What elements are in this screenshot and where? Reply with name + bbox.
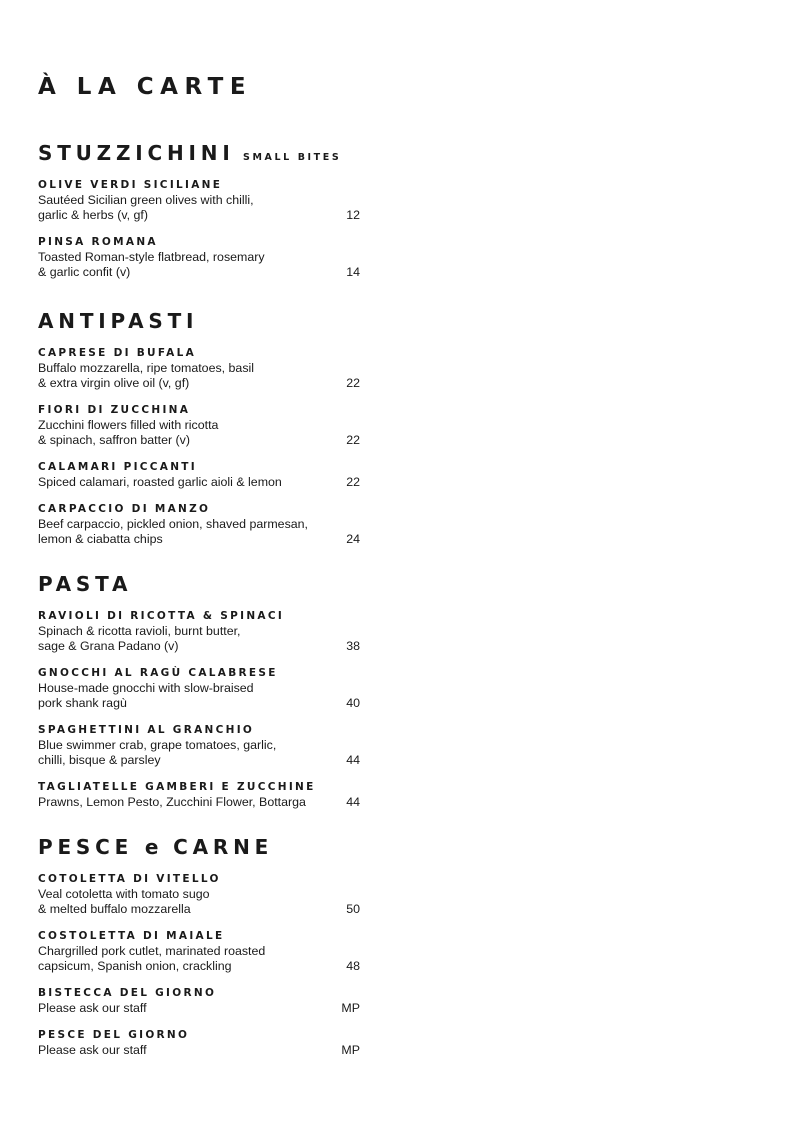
- menu-title: À LA CARTE: [38, 74, 253, 100]
- item-name: OLIVE VERDI SICILIANE: [38, 179, 223, 191]
- menu-item: [38, 666, 360, 711]
- menu-item: [38, 178, 360, 223]
- item-description: Chargrilled pork cutlet, marinated roasted capsicum, Spanish onion, crackling: [38, 944, 266, 973]
- section-stuzzichini: [38, 141, 360, 292]
- item-name: CARPACCIO DI MANZO: [38, 503, 211, 515]
- item-price: 22: [346, 475, 360, 489]
- item-description: Spinach & ricotta ravioli, burnt butter, sage & Grana Padano (v): [38, 624, 241, 653]
- item-description: Sautéed Sicilian green olives with chilli, garlic & herbs (v, gf): [38, 193, 254, 222]
- section-header: [38, 572, 360, 596]
- section-subtitle: SMALL BITES: [243, 152, 342, 163]
- item-name: PINSA ROMANA: [38, 236, 158, 248]
- section-pasta: [38, 572, 360, 822]
- section-header: [38, 309, 360, 333]
- menu-item: [38, 609, 360, 654]
- item-price: 48: [346, 959, 360, 973]
- section-title: PASTA: [38, 572, 133, 596]
- item-description: Prawns, Lemon Pesto, Zucchini Flower, Bottarga: [38, 795, 306, 809]
- menu-item: [38, 1028, 360, 1058]
- section-antipasti: [38, 309, 360, 559]
- menu-item: [38, 403, 360, 448]
- item-price: 38: [346, 639, 360, 653]
- item-name: GNOCCHI AL RAGÙ CALABRESE: [38, 667, 278, 679]
- item-name: COSTOLETTA DI MAIALE: [38, 930, 225, 942]
- section-title-part: CARNE: [161, 835, 274, 859]
- menu-item: [38, 346, 360, 391]
- item-price: 22: [346, 376, 360, 390]
- menu-item: [38, 929, 360, 974]
- item-name: PESCE DEL GIORNO: [38, 1029, 190, 1041]
- menu-item: [38, 723, 360, 768]
- item-price: 12: [346, 208, 360, 222]
- item-name: COTOLETTA DI VITELLO: [38, 873, 221, 885]
- item-name: CALAMARI PICCANTI: [38, 461, 197, 473]
- item-description: Zucchini flowers filled with ricotta & spinach, saffron batter (v): [38, 418, 219, 447]
- item-name: FIORI DI ZUCCHINA: [38, 404, 191, 416]
- item-price: 24: [346, 532, 360, 546]
- item-name: TAGLIATELLE GAMBERI E ZUCCHINE: [38, 781, 316, 793]
- item-name: CAPRESE DI BUFALA: [38, 347, 196, 359]
- menu-item: [38, 872, 360, 917]
- item-price: 44: [346, 753, 360, 767]
- item-description: Beef carpaccio, pickled onion, shaved parmesan, lemon & ciabatta chips: [38, 517, 308, 546]
- section-title-part: e: [144, 835, 162, 859]
- item-description: Blue swimmer crab, grape tomatoes, garlic, chilli, bisque & parsley: [38, 738, 277, 767]
- item-description: Please ask our staff: [38, 1001, 147, 1015]
- item-price: MP: [341, 1001, 360, 1015]
- item-price: 50: [346, 902, 360, 916]
- item-price: 40: [346, 696, 360, 710]
- section-title: [38, 835, 273, 859]
- menu-item: [38, 502, 360, 547]
- menu-item: [38, 780, 360, 810]
- item-description: House-made gnocchi with slow-braised pork shank ragù: [38, 681, 254, 710]
- item-description: Toasted Roman-style flatbread, rosemary & garlic confit (v): [38, 250, 265, 279]
- item-name: SPAGHETTINI AL GRANCHIO: [38, 724, 255, 736]
- section-title: STUZZICHINI: [38, 141, 235, 165]
- menu-item: [38, 460, 360, 490]
- item-description: Please ask our staff: [38, 1043, 147, 1057]
- menu-item: [38, 235, 360, 280]
- item-description: Buffalo mozzarella, ripe tomatoes, basil & extra virgin olive oil (v, gf): [38, 361, 255, 390]
- section-title: ANTIPASTI: [38, 309, 199, 333]
- section-pesce-e-carne: [38, 835, 360, 1070]
- item-price: MP: [341, 1043, 360, 1057]
- menu-item: [38, 986, 360, 1016]
- section-title-part: PESCE: [38, 835, 145, 859]
- item-price: 22: [346, 433, 360, 447]
- item-price: 44: [346, 795, 360, 809]
- item-name: RAVIOLI DI RICOTTA & SPINACI: [38, 610, 285, 622]
- section-header: [38, 835, 360, 859]
- item-price: 14: [346, 265, 360, 279]
- item-description: Veal cotoletta with tomato sugo & melted buffalo mozzarella: [38, 887, 210, 916]
- item-description: Spiced calamari, roasted garlic aioli & lemon: [38, 475, 282, 489]
- section-header: [38, 141, 360, 165]
- item-name: BISTECCA DEL GIORNO: [38, 987, 217, 999]
